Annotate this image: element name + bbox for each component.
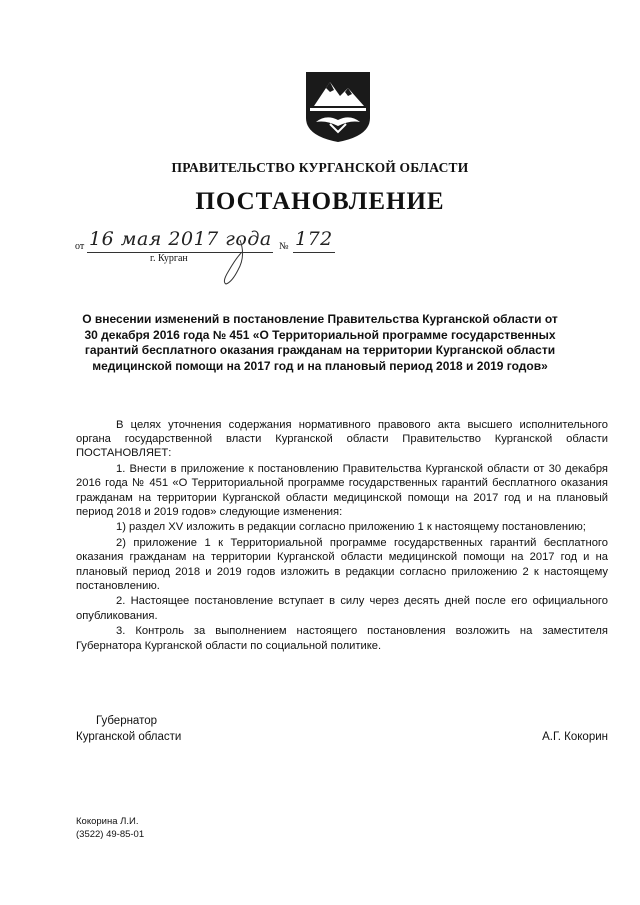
executor-name: Кокорина Л.И. (76, 816, 139, 827)
body-paragraph: 2. Настоящее постановление вступает в силу через десять дней после его официального опубликования. (76, 595, 608, 622)
handwritten-date: 16 мая 2017 года (89, 228, 272, 250)
signatory-region: Курганской области (76, 731, 182, 743)
body-paragraph: 1. Внести в приложение к постановлению Правительства Курганской области от 30 декабря 2016 года № 451 «О Территориальной программе государственных гарантий бесплатного оказания гражданам на территории Курганской области медицинской помощи на 2017 год и на плановый период 2018 и 2019 годов» следующие изменения: (76, 463, 608, 518)
body-paragraph: 3. Контроль за выполнением настоящего постановления возложить на заместителя Губернатора Курганской области по социальной политике. (76, 625, 608, 652)
city-label: г. Курган (150, 253, 188, 264)
document-type-title: ПОСТАНОВЛЕНИЕ (195, 188, 445, 215)
body-paragraph: 2) приложение 1 к Территориальной программе государственных гарантий бесплатного оказания гражданам на территории Курганской области медицинской помощи на 2017 год и на плановый период 2018 и 2019 годов изложить в редакции согласно приложению 2 к настоящему постановлению. (76, 537, 608, 592)
signatory-name: А.Г. Кокорин (542, 731, 608, 743)
signature-block (76, 713, 608, 745)
decree-subject: О внесении изменений в постановление Правительства Курганской области от 30 декабря 2016 года № 451 «О Территориальной программе государственных гарантий бесплатного оказания гражданам на территории Курганской области медицинской помощи на 2017 год и на плановый период 2018 и 2019 годов» (82, 312, 558, 373)
decree-body (76, 418, 608, 654)
number-sign: № (279, 241, 289, 252)
coat-of-arms-emblem (300, 70, 376, 144)
body-paragraph: В целях уточнения содержания нормативного правового акта высшего исполнительного органа государственной власти Курганской области Правительство Курганской области ПОСТАНОВЛЯЕТ: (76, 419, 608, 460)
number-underline (293, 252, 335, 253)
handwritten-number: 172 (295, 228, 333, 250)
signatory-position: Губернатор (96, 715, 158, 727)
executor-phone: (3522) 49-85-01 (76, 829, 145, 840)
body-paragraph: 1) раздел XV изложить в редакции согласно приложению 1 к настоящему постановлению; (116, 521, 586, 534)
date-prefix: от (75, 241, 85, 252)
executor-contact (76, 815, 144, 841)
government-title: ПРАВИТЕЛЬСТВО КУРГАНСКОЙ ОБЛАСТИ (171, 160, 469, 175)
handwriting-flourish (216, 236, 256, 288)
